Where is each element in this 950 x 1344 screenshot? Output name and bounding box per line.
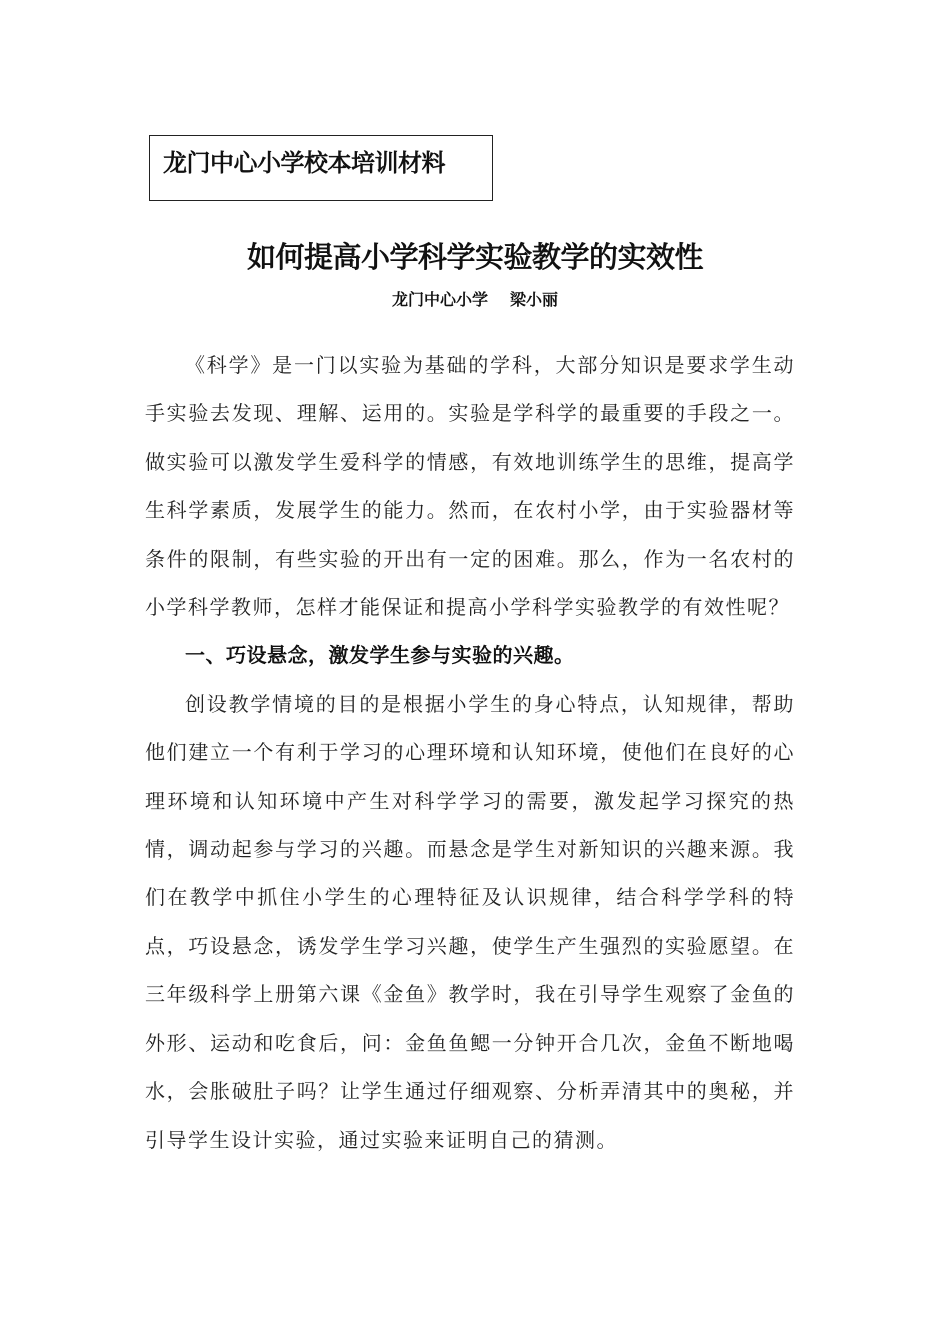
header-label-box xyxy=(149,135,493,201)
author-name: 梁小丽 xyxy=(510,290,559,309)
document-body xyxy=(145,341,795,1164)
header-label: 龙门中心小学校本培训材料 xyxy=(163,149,445,177)
author-school: 龙门中心小学 xyxy=(391,290,488,309)
author-line xyxy=(0,288,950,312)
document-title: 如何提高小学科学实验教学的实效性 xyxy=(246,240,703,274)
section-paragraph: 创设教学情境的目的是根据小学生的身心特点，认知规律，帮助他们建立一个有利于学习的心理环境和认知环境，使他们在良好的心理环境和认知环境中产生对科学学习的需要，激发起学习探究的热情，调动起参与学习的兴趣。而悬念是学生对新知识的兴趣来源。我们在教学中抓住小学生的心理特征及认识规律，结合科学学科的特点，巧设悬念，诱发学生学习兴趣，使学生产生强烈的实验愿望。在三年级科学上册第六课《金鱼》教学时，我在引导学生观察了金鱼的外形、运动和吃食后，问：金鱼鱼鳃一分钟开合几次，金鱼不断地喝水，会胀破肚子吗？让学生通过仔细观察、分析弄清其中的奥秘，并引导学生设计实验，通过实验来证明自己的猜测。 xyxy=(145,691,795,1152)
intro-paragraph: 《科学》是一门以实验为基础的学科，大部分知识是要求学生动手实验去发现、理解、运用的。实验是学科学的最重要的手段之一。做实验可以激发学生爱科学的情感，有效地训练学生的思维，提高学生科学素质，发展学生的能力。然而，在农村小学，由于实验器材等条件的限制，有些实验的开出有一定的困难。那么，作为一名农村的小学科学教师，怎样才能保证和提高小学科学实验教学的有效性呢？ xyxy=(145,353,795,620)
section-heading: 一、巧设悬念，激发学生参与实验的兴趣。 xyxy=(185,643,575,668)
